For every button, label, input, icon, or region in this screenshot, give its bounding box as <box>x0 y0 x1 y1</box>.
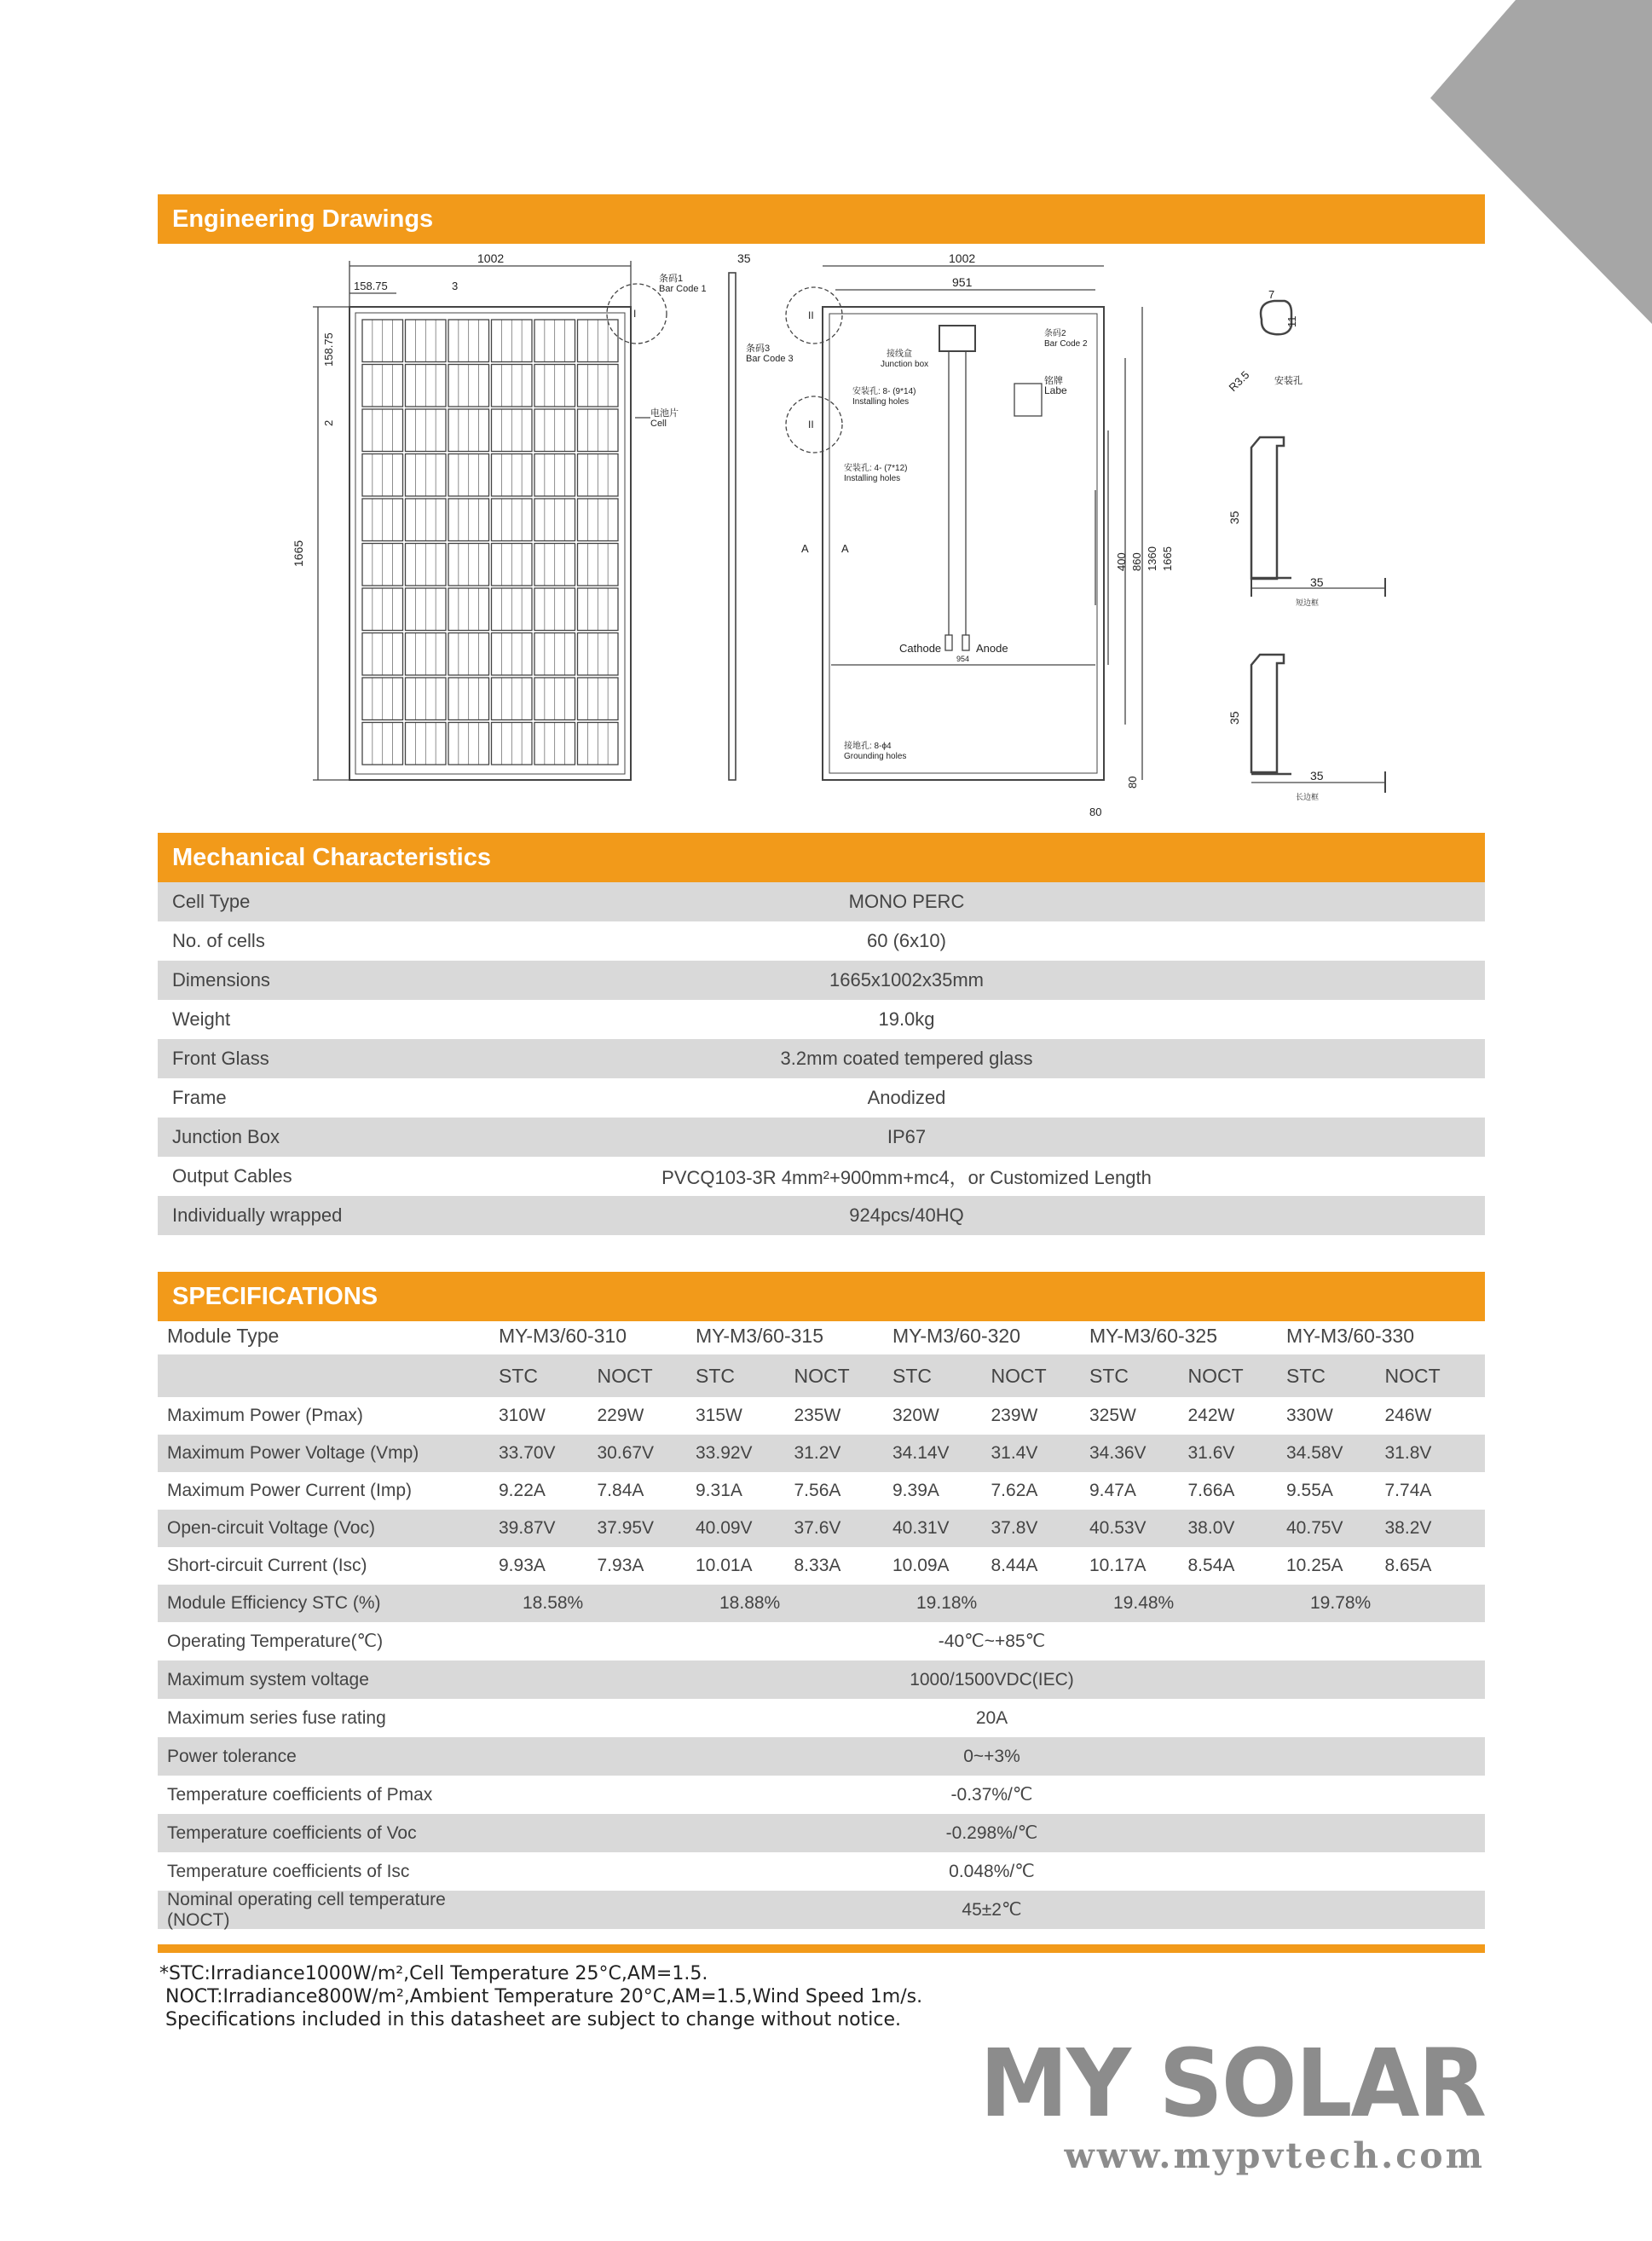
mechanical-row <box>158 1000 1485 1039</box>
stc-header: STC <box>696 1364 735 1387</box>
mechanical-value: IP67 <box>887 1126 927 1147</box>
front-side-dim: 158.75 <box>322 332 335 367</box>
profile2-35w: 35 <box>1310 769 1324 783</box>
label-en: Labe <box>1044 384 1067 396</box>
mechanical-label: Individually wrapped <box>172 1204 343 1226</box>
front-view <box>292 251 707 780</box>
mechanical-row <box>158 1157 1485 1196</box>
spec-row <box>158 1852 1485 1891</box>
note-disclaimer: Specifications included in this datasheet are subject to change without notice. <box>159 2009 901 2030</box>
spec-label: Nominal operating cell temperature (NOCT) <box>167 1889 446 1930</box>
note-noct: NOCT:Irradiance800W/m²,Ambient Temperature 20°C,AM=1.5,Wind Speed 1m/s. <box>159 1986 923 2007</box>
install2-cn: 安装孔: 4- (7*12) <box>844 464 908 473</box>
mechanical-value: MONO PERC <box>848 891 965 912</box>
spec-value: 9.39A <box>892 1481 939 1500</box>
roman-2a: II <box>808 309 814 321</box>
website-link[interactable]: www.mypvtech.com <box>1064 2135 1485 2176</box>
front-cell-offset-dim: 158.75 <box>354 280 388 292</box>
spec-label: Maximum Power Current (Imp) <box>167 1481 413 1500</box>
dim-400: 400 <box>1115 552 1128 571</box>
spec-row <box>158 1435 1485 1472</box>
spec-value: 246W <box>1384 1406 1432 1425</box>
mechanical-row <box>158 1039 1485 1078</box>
install1-cn: 安装孔: 8- (9*14) <box>852 387 916 396</box>
spec-value: 1000/1500VDC(IEC) <box>910 1669 1074 1689</box>
label-cn: 铭牌 <box>1044 376 1063 386</box>
spec-value: 0~+3% <box>963 1746 1020 1766</box>
spec-value: 7.93A <box>597 1556 644 1575</box>
spec-label: Temperature coefficients of Isc <box>167 1861 410 1881</box>
spec-value: 31.4V <box>991 1443 1038 1463</box>
profile1-cn: 短边框 <box>1296 598 1320 607</box>
cell-cn: 电池片 <box>650 408 679 419</box>
spec-value: 40.31V <box>892 1518 950 1538</box>
spec-value: 34.14V <box>892 1443 950 1463</box>
dim-860: 860 <box>1130 552 1143 571</box>
mechanical-label: Cell Type <box>172 891 251 912</box>
mechanical-label: No. of cells <box>172 930 265 951</box>
spec-label: Short-circuit Current (Isc) <box>167 1556 367 1575</box>
barcode1-cn: 条码1 <box>659 274 684 284</box>
cell-grid <box>362 320 618 765</box>
spec-value: -0.298%/℃ <box>945 1823 1038 1843</box>
noct-header: NOCT <box>597 1364 653 1387</box>
profile1-35w: 35 <box>1310 575 1324 589</box>
spec-value: 37.95V <box>597 1518 655 1538</box>
model-name: MY-M3/60-315 <box>696 1324 824 1347</box>
side-width-dim: 35 <box>737 251 751 265</box>
spec-value: 39.87V <box>499 1518 556 1538</box>
mechanical-label: Weight <box>172 1008 231 1030</box>
mechanical-row <box>158 1196 1485 1235</box>
roman-1: I <box>633 308 637 320</box>
spec-value: 10.17A <box>1089 1556 1147 1575</box>
front-gap-dim: 3 <box>452 280 459 292</box>
spec-value: 45±2℃ <box>962 1900 1022 1920</box>
footnotes <box>159 1962 1182 2031</box>
section-a-left: A <box>801 542 809 555</box>
mechanical-label: Frame <box>172 1087 227 1108</box>
spec-value: 9.55A <box>1286 1481 1333 1500</box>
efficiency-value: 19.18% <box>916 1593 978 1613</box>
spec-row <box>158 1891 1485 1929</box>
spec-label: Temperature coefficients of Voc <box>167 1822 417 1843</box>
spec-value: 34.58V <box>1286 1443 1343 1463</box>
dim-1665: 1665 <box>1161 546 1174 571</box>
front-width-dim: 1002 <box>477 251 505 265</box>
cable-954-dim: 954 <box>956 655 970 663</box>
cathode-label: Cathode <box>899 642 942 655</box>
ground-cn: 接地孔: 8-ϕ4 <box>844 742 892 751</box>
spec-value: -40℃~+85℃ <box>938 1632 1046 1651</box>
spec-value-rows <box>158 1397 1485 1929</box>
stc-noct-header-row <box>158 1354 1485 1397</box>
stc-header: STC <box>1089 1364 1129 1387</box>
efficiency-value: 19.78% <box>1310 1593 1372 1613</box>
mechanical-value: Anodized <box>867 1087 946 1108</box>
cell-en: Cell <box>650 419 667 429</box>
bottom-rule <box>158 1944 1485 1953</box>
section-a-right: A <box>841 542 849 555</box>
spec-label: Open-circuit Voltage (Voc) <box>167 1518 375 1538</box>
mechanical-label: Front Glass <box>172 1048 269 1069</box>
spec-label: Maximum Power Voltage (Vmp) <box>167 1443 419 1463</box>
front-height-dim: 1665 <box>292 540 305 567</box>
spec-row <box>158 1510 1485 1547</box>
spec-value: 310W <box>499 1406 546 1425</box>
model-name: MY-M3/60-310 <box>499 1324 627 1347</box>
mechanical-value: 19.0kg <box>878 1008 935 1030</box>
ground-en: Grounding holes <box>844 752 907 761</box>
spec-value: 320W <box>892 1406 939 1425</box>
model-name: MY-M3/60-330 <box>1286 1324 1415 1347</box>
spec-value: 34.36V <box>1089 1443 1147 1463</box>
spec-value: 9.31A <box>696 1481 742 1500</box>
model-name: MY-M3/60-320 <box>892 1324 1021 1347</box>
brand-logo-text: MY SOLAR <box>979 2029 1485 2138</box>
spec-row <box>158 1737 1485 1776</box>
noct-header: NOCT <box>794 1364 850 1387</box>
spec-value: 8.44A <box>991 1556 1038 1575</box>
back-view <box>786 251 1174 818</box>
spec-row <box>158 1814 1485 1852</box>
spec-row <box>158 1397 1485 1435</box>
spec-label: Power tolerance <box>167 1746 297 1766</box>
spec-value: 242W <box>1187 1406 1235 1425</box>
spec-value: 10.01A <box>696 1556 753 1575</box>
efficiency-value: 19.48% <box>1113 1593 1175 1613</box>
spec-row <box>158 1776 1485 1814</box>
engineering-drawings <box>158 247 1485 835</box>
dim-80-bottom: 80 <box>1089 806 1102 818</box>
spec-value: 40.53V <box>1089 1518 1147 1538</box>
spec-value: 37.6V <box>794 1518 841 1538</box>
spec-value: 315W <box>696 1406 742 1425</box>
spec-value: 8.33A <box>794 1556 841 1575</box>
spec-value: 235W <box>794 1406 841 1425</box>
spec-value: 31.6V <box>1187 1443 1235 1463</box>
dim-1360: 1360 <box>1146 546 1158 571</box>
engineering-drawings-header: Engineering Drawings <box>158 194 1485 244</box>
mechanical-value: 60 (6x10) <box>867 930 946 951</box>
mechanical-label: Dimensions <box>172 969 270 991</box>
mechanical-label: Junction Box <box>172 1126 280 1147</box>
detail-7: 7 <box>1268 288 1275 301</box>
spec-value: 7.56A <box>794 1481 841 1500</box>
mechanical-value: 924pcs/40HQ <box>849 1204 964 1226</box>
spec-value: 7.74A <box>1384 1481 1432 1500</box>
mechanical-row <box>158 961 1485 1000</box>
stc-header: STC <box>499 1364 538 1387</box>
back-inner-dim: 951 <box>952 275 973 289</box>
mechanical-row <box>158 1118 1485 1157</box>
profile1-35h: 35 <box>1227 511 1241 524</box>
model-name: MY-M3/60-325 <box>1089 1324 1218 1347</box>
spec-row <box>158 1622 1485 1661</box>
barcode2-en: Bar Code 2 <box>1044 339 1088 349</box>
install2-en: Installing holes <box>844 474 901 483</box>
spec-row <box>158 1661 1485 1699</box>
spec-value: 330W <box>1286 1406 1333 1425</box>
spec-value: 325W <box>1089 1406 1136 1425</box>
spec-value: 30.67V <box>597 1443 655 1463</box>
spec-label: Temperature coefficients of Pmax <box>167 1784 433 1805</box>
spec-value: 33.70V <box>499 1443 556 1463</box>
module-type-row <box>158 1317 1485 1354</box>
noct-header: NOCT <box>1187 1364 1244 1387</box>
spec-label: Maximum series fuse rating <box>167 1707 386 1728</box>
spec-row <box>158 1472 1485 1510</box>
mechanical-table <box>158 882 1485 1235</box>
module-type-label: Module Type <box>167 1324 280 1347</box>
install1-en: Installing holes <box>852 397 910 407</box>
spec-value: 10.25A <box>1286 1556 1343 1575</box>
stc-header: STC <box>892 1364 932 1387</box>
mechanical-value: 1665x1002x35mm <box>829 969 984 991</box>
barcode3-en: Bar Code 3 <box>746 354 794 364</box>
front-2-dim: 2 <box>322 419 335 426</box>
detail-11: 11 <box>1285 315 1298 327</box>
spec-value: 40.75V <box>1286 1518 1343 1538</box>
spec-label: Maximum system voltage <box>167 1669 369 1689</box>
jbox-cn: 接线盒 <box>887 349 912 359</box>
detail-r35: R3.5 <box>1226 368 1252 395</box>
spec-value: 7.66A <box>1187 1481 1235 1500</box>
spec-value: 7.62A <box>991 1481 1038 1500</box>
spec-row <box>158 1547 1485 1585</box>
note-stc: *STC:Irradiance1000W/m²,Cell Temperature 25°C,AM=1.5. <box>159 1963 708 1984</box>
profile2-cn: 长边框 <box>1296 793 1320 801</box>
spec-value: 9.93A <box>499 1556 546 1575</box>
spec-row <box>158 1585 1485 1622</box>
jbox-en: Junction box <box>881 360 929 369</box>
spec-value: 239W <box>991 1406 1038 1425</box>
spec-label: Maximum Power (Pmax) <box>167 1406 363 1425</box>
spec-value: 9.22A <box>499 1481 546 1500</box>
spec-value: 9.47A <box>1089 1481 1136 1500</box>
efficiency-value: 18.88% <box>719 1593 781 1613</box>
spec-value: 38.2V <box>1384 1518 1432 1538</box>
back-width-dim: 1002 <box>949 251 976 265</box>
spec-value: 33.92V <box>696 1443 753 1463</box>
roman-2b: II <box>808 419 814 430</box>
spec-value: 0.048%/℃ <box>949 1862 1035 1881</box>
side-view <box>729 251 794 780</box>
barcode1-en: Bar Code 1 <box>659 284 707 294</box>
specifications-table <box>158 1317 1485 1929</box>
barcode2-cn: 条码2 <box>1044 329 1066 338</box>
spec-label: Module Efficiency STC (%) <box>167 1593 381 1613</box>
spec-value: 40.09V <box>696 1518 753 1538</box>
mechanical-row <box>158 882 1485 921</box>
detail-hole-cn: 安装孔 <box>1274 376 1303 386</box>
profile2-35h: 35 <box>1227 711 1241 725</box>
dim-80-side: 80 <box>1126 776 1139 788</box>
mechanical-row <box>158 921 1485 961</box>
noct-header: NOCT <box>1384 1364 1441 1387</box>
mechanical-label: Output Cables <box>172 1165 292 1187</box>
spec-value: 10.09A <box>892 1556 950 1575</box>
spec-value: 37.8V <box>991 1518 1038 1538</box>
spec-value: 31.8V <box>1384 1443 1432 1463</box>
spec-value: -0.37%/℃ <box>950 1785 1033 1805</box>
spec-value: 31.2V <box>794 1443 841 1463</box>
efficiency-value: 18.58% <box>523 1593 584 1613</box>
anode-label: Anode <box>976 642 1008 655</box>
specifications-header: SPECIFICATIONS <box>158 1272 1485 1321</box>
spec-value: 229W <box>597 1406 644 1425</box>
mechanical-characteristics-header: Mechanical Characteristics <box>158 833 1485 882</box>
mechanical-value: 3.2mm coated tempered glass <box>780 1048 1033 1069</box>
stc-header: STC <box>1286 1364 1326 1387</box>
detail-views <box>1227 288 1385 801</box>
spec-value: 20A <box>975 1707 1008 1728</box>
mechanical-row <box>158 1078 1485 1118</box>
spec-value: 7.84A <box>597 1481 644 1500</box>
spec-value: 8.65A <box>1384 1556 1432 1575</box>
mechanical-value: PVCQ103-3R 4mm²+900mm+mc4，or Customized Length <box>661 1166 1152 1188</box>
spec-value: 38.0V <box>1187 1518 1235 1538</box>
noct-header: NOCT <box>991 1364 1047 1387</box>
spec-row <box>158 1699 1485 1737</box>
barcode3-cn: 条码3 <box>746 344 771 354</box>
spec-label: Operating Temperature(℃) <box>167 1632 384 1651</box>
spec-value: 8.54A <box>1187 1556 1235 1575</box>
